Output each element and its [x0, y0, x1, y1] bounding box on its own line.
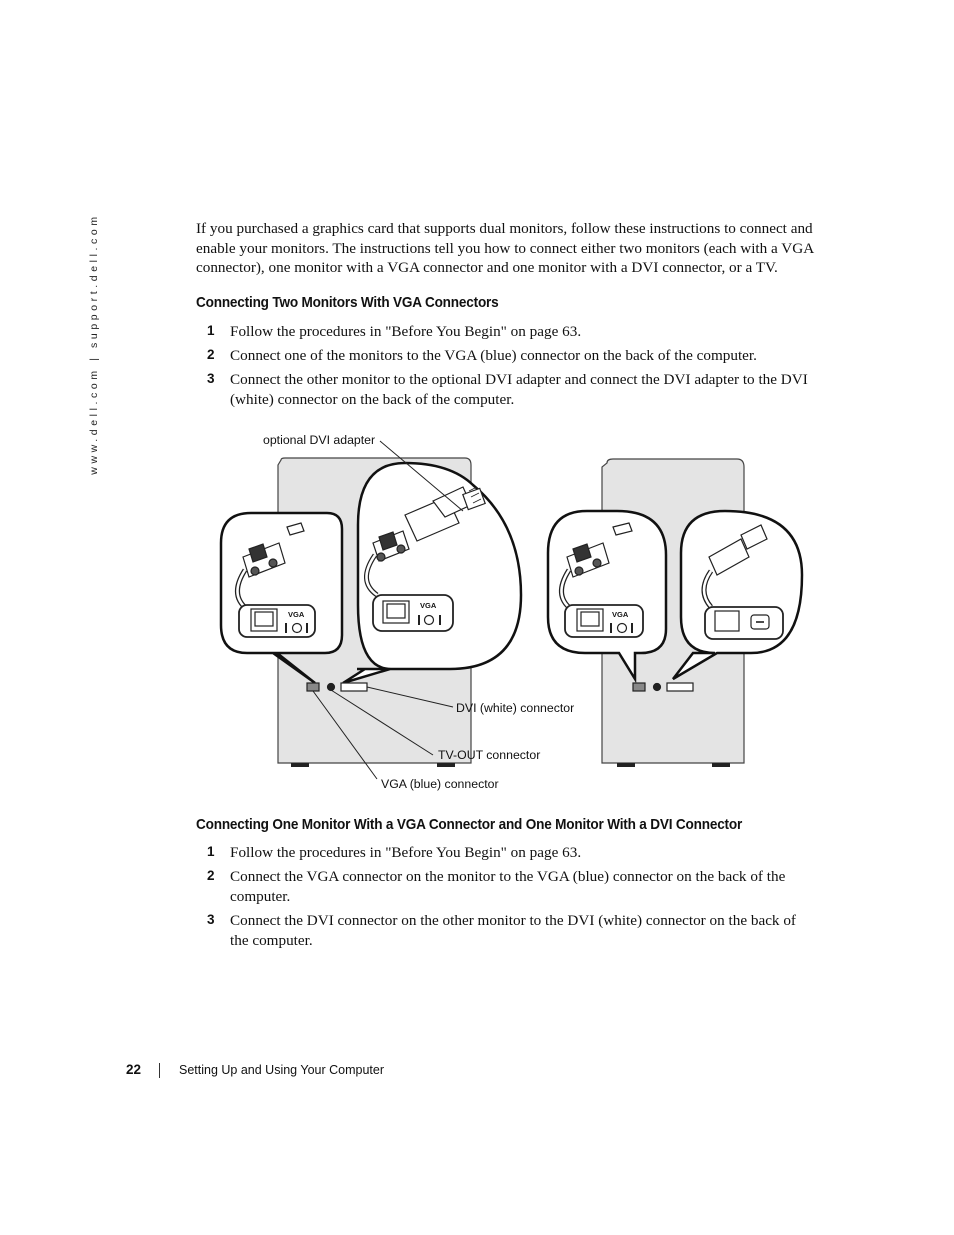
callout-tv-out: TV-OUT connector: [438, 748, 541, 762]
tower-foot: [291, 763, 309, 767]
step-number: 2: [207, 347, 215, 362]
step-number: 2: [207, 868, 215, 883]
zoom-bubble-left-dvi: [343, 463, 521, 683]
step-number: 3: [207, 912, 215, 927]
step-text: Connect the other monitor to the optional DVI adapter and connect the DVI adapter to the DVI (white) connector on the back of the computer.: [230, 371, 808, 408]
page-number: 22: [126, 1062, 142, 1077]
step-number: 1: [207, 323, 215, 338]
callout-dvi-connector: DVI (white) connector: [456, 701, 575, 715]
section-heading-two-vga: Connecting Two Monitors With VGA Connectors: [196, 295, 499, 311]
step-number: 3: [207, 371, 215, 386]
footer-divider: [159, 1063, 160, 1078]
vga-label: VGA: [612, 610, 629, 619]
tower-foot: [712, 763, 730, 767]
vga-monitor-icon: [239, 605, 315, 637]
vga-monitor-icon: [373, 595, 453, 631]
step-text: Connect the DVI connector on the other monitor to the DVI (white) connector on the back of the computer.: [230, 912, 796, 949]
side-url-margin: [84, 213, 104, 475]
footer-chapter-title: Setting Up and Using Your Computer: [179, 1063, 384, 1077]
step-number: 1: [207, 844, 215, 859]
intro-paragraph: If you purchased a graphics card that supports dual monitors, follow these instructions to connect and enable your monitors. The instructions tell you how to connect either two monitors (each with a VGA connector), one monitor with a VGA connector and one monitor with a DVI connector, or a TV.: [196, 220, 814, 276]
vga-monitor-icon: [565, 605, 643, 637]
vga-label: VGA: [420, 601, 437, 610]
step-text: Connect the VGA connector on the monitor to the VGA (blue) connector on the back of the computer.: [230, 868, 786, 905]
connector-diagram: [215, 425, 815, 805]
section-heading-vga-dvi: Connecting One Monitor With a VGA Connector and One Monitor With a DVI Connector: [196, 817, 743, 833]
zoom-bubble-right-dvi: [673, 511, 802, 679]
step-text: Connect one of the monitors to the VGA (blue) connector on the back of the computer.: [230, 347, 757, 364]
callout-dvi-adapter: optional DVI adapter: [263, 433, 376, 447]
tower-foot: [437, 763, 455, 767]
tv-monitor-icon: [705, 607, 783, 639]
step-text: Follow the procedures in "Before You Begin" on page 63.: [230, 323, 582, 340]
side-url-text: www.dell.com | support.dell.com: [88, 213, 100, 475]
step-text: Follow the procedures in "Before You Begin" on page 63.: [230, 844, 582, 861]
vga-label: VGA: [288, 610, 305, 619]
callout-vga-connector: VGA (blue) connector: [381, 777, 499, 791]
tower-foot: [617, 763, 635, 767]
